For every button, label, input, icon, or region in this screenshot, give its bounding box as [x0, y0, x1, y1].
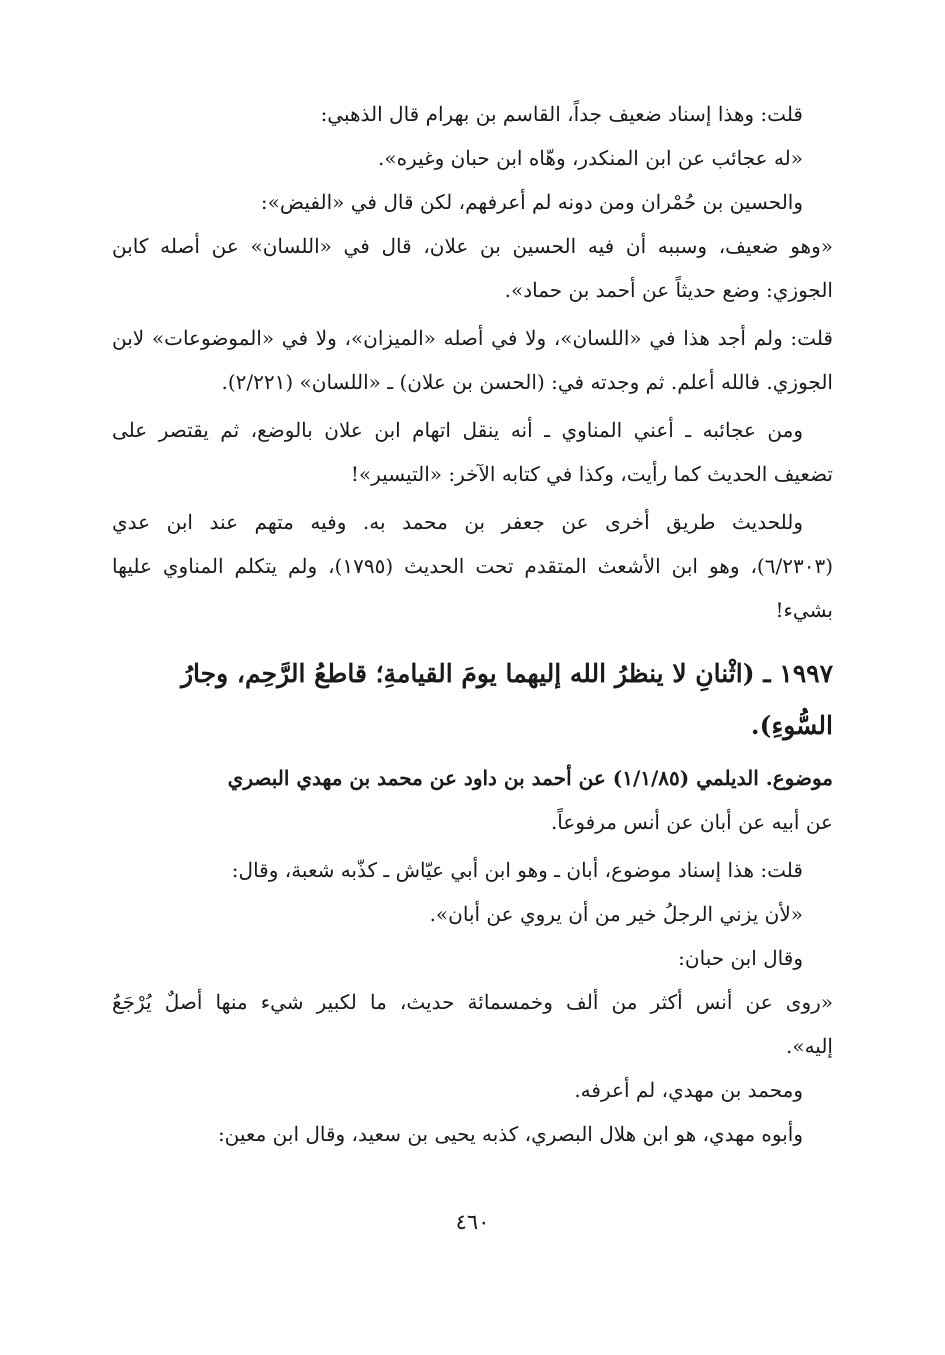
page-body: [112, 92, 833, 1156]
page-number: ٤٦٠: [455, 1210, 490, 1234]
text-line: ومن عجائبه ـ أعني المناوي ـ أنه ينقل اتهام ابن علان بالوضع، ثم يقتصر على: [112, 418, 803, 442]
text-line: موضوع. الديلمي (١/١/٨٥) عن أحمد بن داود عن محمد بن مهدي البصري: [227, 766, 833, 790]
text-line: «روى عن أنس أكثر من ألف وخمسمائة حديث، ما لكبير شيء منها أصلٌ يُرْجَعُ: [112, 990, 833, 1014]
text-line: والحسين بن حُمْران ومن دونه لم أعرفهم، لكن قال في «الفيض»:: [260, 190, 803, 214]
text-line: بشيء!: [775, 598, 833, 622]
text-line: «لأن يزني الرجلُ خير من أن يروي عن أبان».: [429, 902, 803, 926]
hadith-heading-continuation: السُّوءِ).: [750, 711, 833, 740]
text-line: الجوزي. فالله أعلم. ثم وجدته في: (الحسن بن علان) ـ «اللسان» (٢/٢٢١).: [221, 370, 833, 394]
text-line: وللحديث طريق أخرى عن جعفر بن محمد به. وفيه متهم عند ابن عدي: [112, 510, 803, 534]
text-line: وأبوه مهدي، هو ابن هلال البصري، كذبه يحيى بن سعيد، وقال ابن معين:: [217, 1122, 803, 1146]
text-line: قلت: وهذا إسناد ضعيف جداً، القاسم بن بهرام قال الذهبي:: [320, 102, 803, 126]
text-line: قلت: ولم أجد هذا في «اللسان»، ولا في أصله «الميزان»، ولا في «الموضوعات» لابن: [112, 326, 833, 350]
text-line: الجوزي: وضع حديثاً عن أحمد بن حماد».: [504, 278, 833, 302]
text-line: إليه».: [785, 1034, 833, 1058]
hadith-heading: ١٩٩٧ ـ (اثْنانِ لا ينظرُ الله إليهما يومَ القيامةِ؛ قاطعُ الرَّحِم، وجارُ: [180, 659, 833, 688]
text-line: قلت: هذا إسناد موضوع، أبان ـ وهو ابن أبي عيّاش ـ كذّبه شعبة، وقال:: [231, 858, 803, 882]
text-line: تضعيف الحديث كما رأيت، وكذا في كتابه الآخر: «التيسير»!: [350, 462, 833, 486]
text-line: ومحمد بن مهدي، لم أعرفه.: [574, 1078, 803, 1102]
text-line: وقال ابن حبان:: [678, 946, 803, 970]
text-line: «له عجائب عن ابن المنكدر، وهّاه ابن حبان وغيره».: [377, 146, 803, 170]
text-line: «وهو ضعيف، وسببه أن فيه الحسين بن علان، قال في «اللسان» عن أصله كابن: [112, 234, 833, 258]
text-line: عن أبيه عن أبان عن أنس مرفوعاً.: [550, 810, 833, 834]
text-line: (٦/٢٣٠٣)، وهو ابن الأشعث المتقدم تحت الحديث (١٧٩٥)، ولم يتكلم المناوي عليها: [112, 554, 833, 578]
